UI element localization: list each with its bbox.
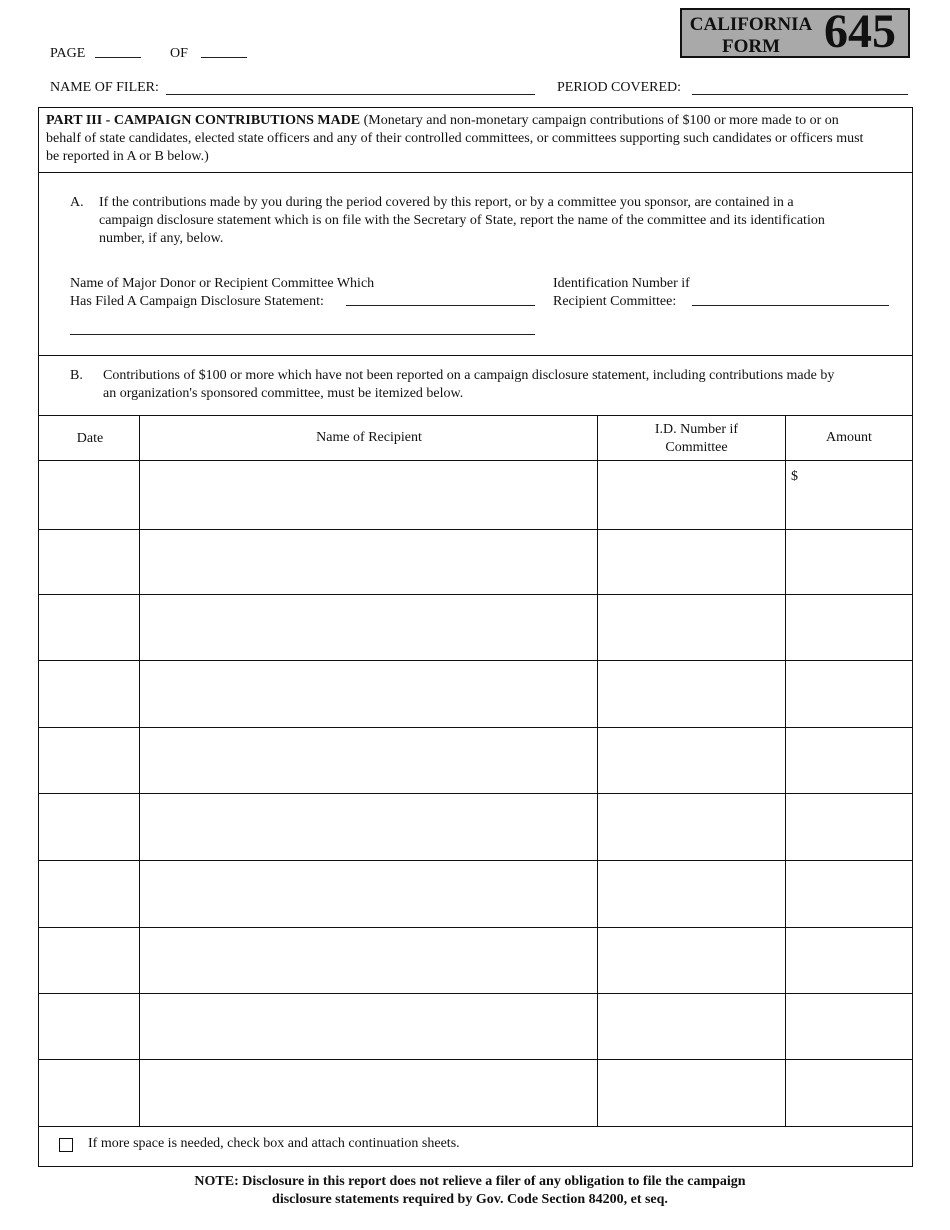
table-row-5-date[interactable] xyxy=(40,729,138,792)
currency-symbol: $ xyxy=(791,469,798,484)
col-header-date: Date xyxy=(76,431,104,446)
table-row-1-recipient[interactable] xyxy=(141,462,596,528)
table-row-4-id[interactable] xyxy=(599,662,784,726)
form-badge-title xyxy=(688,14,814,58)
part3-title: PART III - CAMPAIGN CONTRIBUTIONS MADE xyxy=(46,113,361,128)
col-header-amount: Amount xyxy=(826,430,872,445)
part3-description: (Monetary and non-monetary campaign contributions of $100 or more made to or on behalf of state candidates, elected state officers and any of their controlled committees, or committees supporting such candidates or officers must be reported in A or B below.) xyxy=(46,113,864,164)
table-row-5-id[interactable] xyxy=(599,729,784,792)
table-row-2-recipient[interactable] xyxy=(141,531,596,593)
col-divider xyxy=(139,415,140,1126)
donor-name-field-line-2[interactable] xyxy=(70,334,535,335)
donor-label-2: Has Filed A Campaign Disclosure Statement: xyxy=(70,294,324,309)
period-covered-field[interactable] xyxy=(692,94,908,95)
table-row-1-id[interactable] xyxy=(599,462,784,528)
table-row-9-date[interactable] xyxy=(40,995,138,1058)
footer-note-line-1: NOTE: Disclosure in this report does not relieve a filer of any obligation to file the campaign xyxy=(194,1174,746,1189)
row-border xyxy=(38,793,913,794)
table-row-9-id[interactable] xyxy=(599,995,784,1058)
table-row-2-id[interactable] xyxy=(599,531,784,593)
footer-note-line-2: disclosure statements required by Gov. Code Section 84200, et seq. xyxy=(272,1192,668,1207)
part3-header xyxy=(46,112,866,166)
row-border xyxy=(38,1059,913,1060)
table-row-7-amount[interactable] xyxy=(787,862,910,926)
row-border xyxy=(38,594,913,595)
donor-name-field[interactable] xyxy=(346,305,535,306)
page-number-field[interactable] xyxy=(95,57,141,58)
table-row-6-amount[interactable] xyxy=(787,795,910,859)
period-label: PERIOD COVERED: xyxy=(557,80,682,95)
badge-state: CALIFORNIA xyxy=(689,14,813,35)
table-row-2-date[interactable] xyxy=(40,531,138,593)
table-row-4-date[interactable] xyxy=(40,662,138,726)
table-row-10-amount[interactable] xyxy=(787,1061,910,1125)
table-row-2-amount[interactable] xyxy=(787,531,910,593)
table-row-8-amount[interactable] xyxy=(787,929,910,992)
table-row-10-id[interactable] xyxy=(599,1061,784,1125)
table-row-5-recipient[interactable] xyxy=(141,729,596,792)
table-row-3-amount[interactable] xyxy=(787,596,910,659)
continuation-text: If more space is needed, check box and attach continuation sheets. xyxy=(88,1136,460,1151)
table-row-7-id[interactable] xyxy=(599,862,784,926)
section-b-text: Contributions of $100 or more which have not been reported on a campaign disclosure statement, including contributions made by an organization's sponsored committee, must be itemized below. xyxy=(103,368,835,401)
row-border xyxy=(38,860,913,861)
table-row-6-date[interactable] xyxy=(40,795,138,859)
table-row-8-date[interactable] xyxy=(40,929,138,992)
table-top-border xyxy=(38,415,913,416)
id-label-2: Recipient Committee: xyxy=(553,294,677,309)
table-row-8-recipient[interactable] xyxy=(141,929,596,992)
col-header-recipient: Name of Recipient xyxy=(316,430,422,445)
id-label-1: Identification Number if xyxy=(553,276,690,291)
table-row-9-recipient[interactable] xyxy=(141,995,596,1058)
of-label: OF xyxy=(170,46,188,61)
recipient-id-field[interactable] xyxy=(692,305,889,306)
table-row-4-amount[interactable] xyxy=(787,662,910,726)
table-row-9-amount[interactable] xyxy=(787,995,910,1058)
section-a-letter: A. xyxy=(70,195,84,210)
table-row-10-date[interactable] xyxy=(40,1061,138,1125)
table-row-3-id[interactable] xyxy=(599,596,784,659)
table-row-10-recipient[interactable] xyxy=(141,1061,596,1125)
section-a-text: If the contributions made by you during the period covered by this report, or by a committee you sponsor, are contained in a campaign disclosure statement which is on file with the Secretary of State, report the name of the committee and its identification number, if any, below. xyxy=(99,195,825,246)
form-number: 645 xyxy=(824,5,896,58)
page-label: PAGE xyxy=(50,46,86,61)
table-row-6-id[interactable] xyxy=(599,795,784,859)
col-divider xyxy=(785,415,786,1126)
table-row-3-date[interactable] xyxy=(40,596,138,659)
table-row-1-date[interactable] xyxy=(40,462,138,528)
donor-label-1: Name of Major Donor or Recipient Committee Which xyxy=(70,276,375,291)
filer-name-field[interactable] xyxy=(166,94,535,95)
section-b-letter: B. xyxy=(70,368,83,383)
divider xyxy=(38,355,913,356)
row-border xyxy=(38,660,913,661)
filer-label: NAME OF FILER: xyxy=(50,80,159,95)
row-border xyxy=(38,727,913,728)
col-divider xyxy=(597,415,598,1126)
table-row-7-recipient[interactable] xyxy=(141,862,596,926)
form-badge xyxy=(680,5,910,58)
row-border xyxy=(38,927,913,928)
footer-note xyxy=(140,1173,800,1209)
table-row-5-amount[interactable] xyxy=(787,729,910,792)
continuation-checkbox[interactable] xyxy=(59,1138,73,1152)
badge-form-word: FORM xyxy=(721,36,781,57)
table-row-8-id[interactable] xyxy=(599,929,784,992)
table-row-4-recipient[interactable] xyxy=(141,662,596,726)
divider xyxy=(38,172,913,173)
col-header-id: I.D. Number if Committee xyxy=(654,422,739,455)
table-row-7-date[interactable] xyxy=(40,862,138,926)
table-row-1-amount[interactable] xyxy=(805,462,910,528)
page-total-field[interactable] xyxy=(201,57,247,58)
table-row-6-recipient[interactable] xyxy=(141,795,596,859)
row-border xyxy=(38,993,913,994)
table-row-3-recipient[interactable] xyxy=(141,596,596,659)
table-header-border xyxy=(38,460,913,461)
table-bottom-border xyxy=(38,1126,913,1127)
row-border xyxy=(38,529,913,530)
